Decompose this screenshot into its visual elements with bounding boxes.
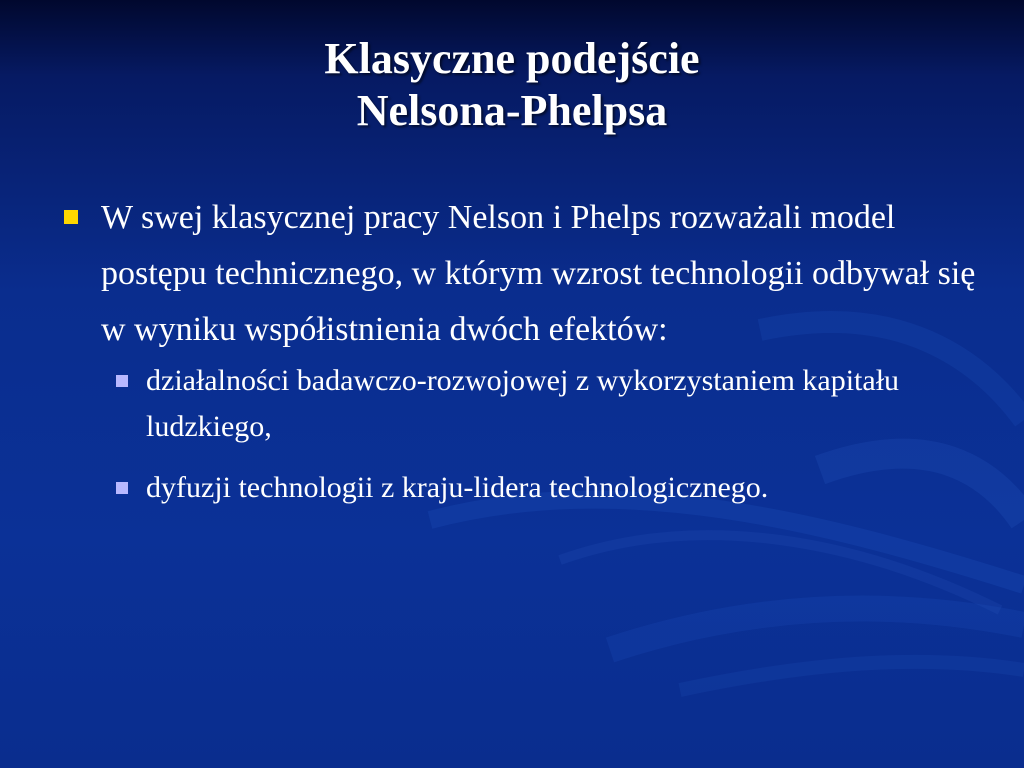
square-bullet-icon bbox=[116, 375, 128, 387]
square-bullet-icon bbox=[116, 482, 128, 494]
title-line-1: Klasyczne podejście bbox=[324, 34, 700, 83]
title-line-2: Nelsona-Phelpsa bbox=[356, 86, 668, 135]
sub-bullet-item bbox=[116, 358, 990, 450]
sub-bullet-list bbox=[60, 358, 990, 511]
sub-bullet-text: działalności badawczo-rozwojowej z wykorzystaniem kapitału ludzkiego, bbox=[146, 364, 900, 443]
slide-content bbox=[60, 190, 990, 526]
bullet-main bbox=[60, 190, 990, 358]
square-bullet-icon bbox=[64, 210, 78, 224]
slide-title bbox=[0, 33, 1024, 137]
sub-bullet-text: dyfuzji technologii z kraju-lidera technologicznego. bbox=[146, 471, 769, 504]
sub-bullet-item bbox=[116, 465, 990, 511]
bullet-main-text: W swej klasycznej pracy Nelson i Phelps rozważali model postępu technicznego, w którym wzrost technologii odbywał się w wyniku współistnienia dwóch efektów: bbox=[101, 199, 976, 348]
